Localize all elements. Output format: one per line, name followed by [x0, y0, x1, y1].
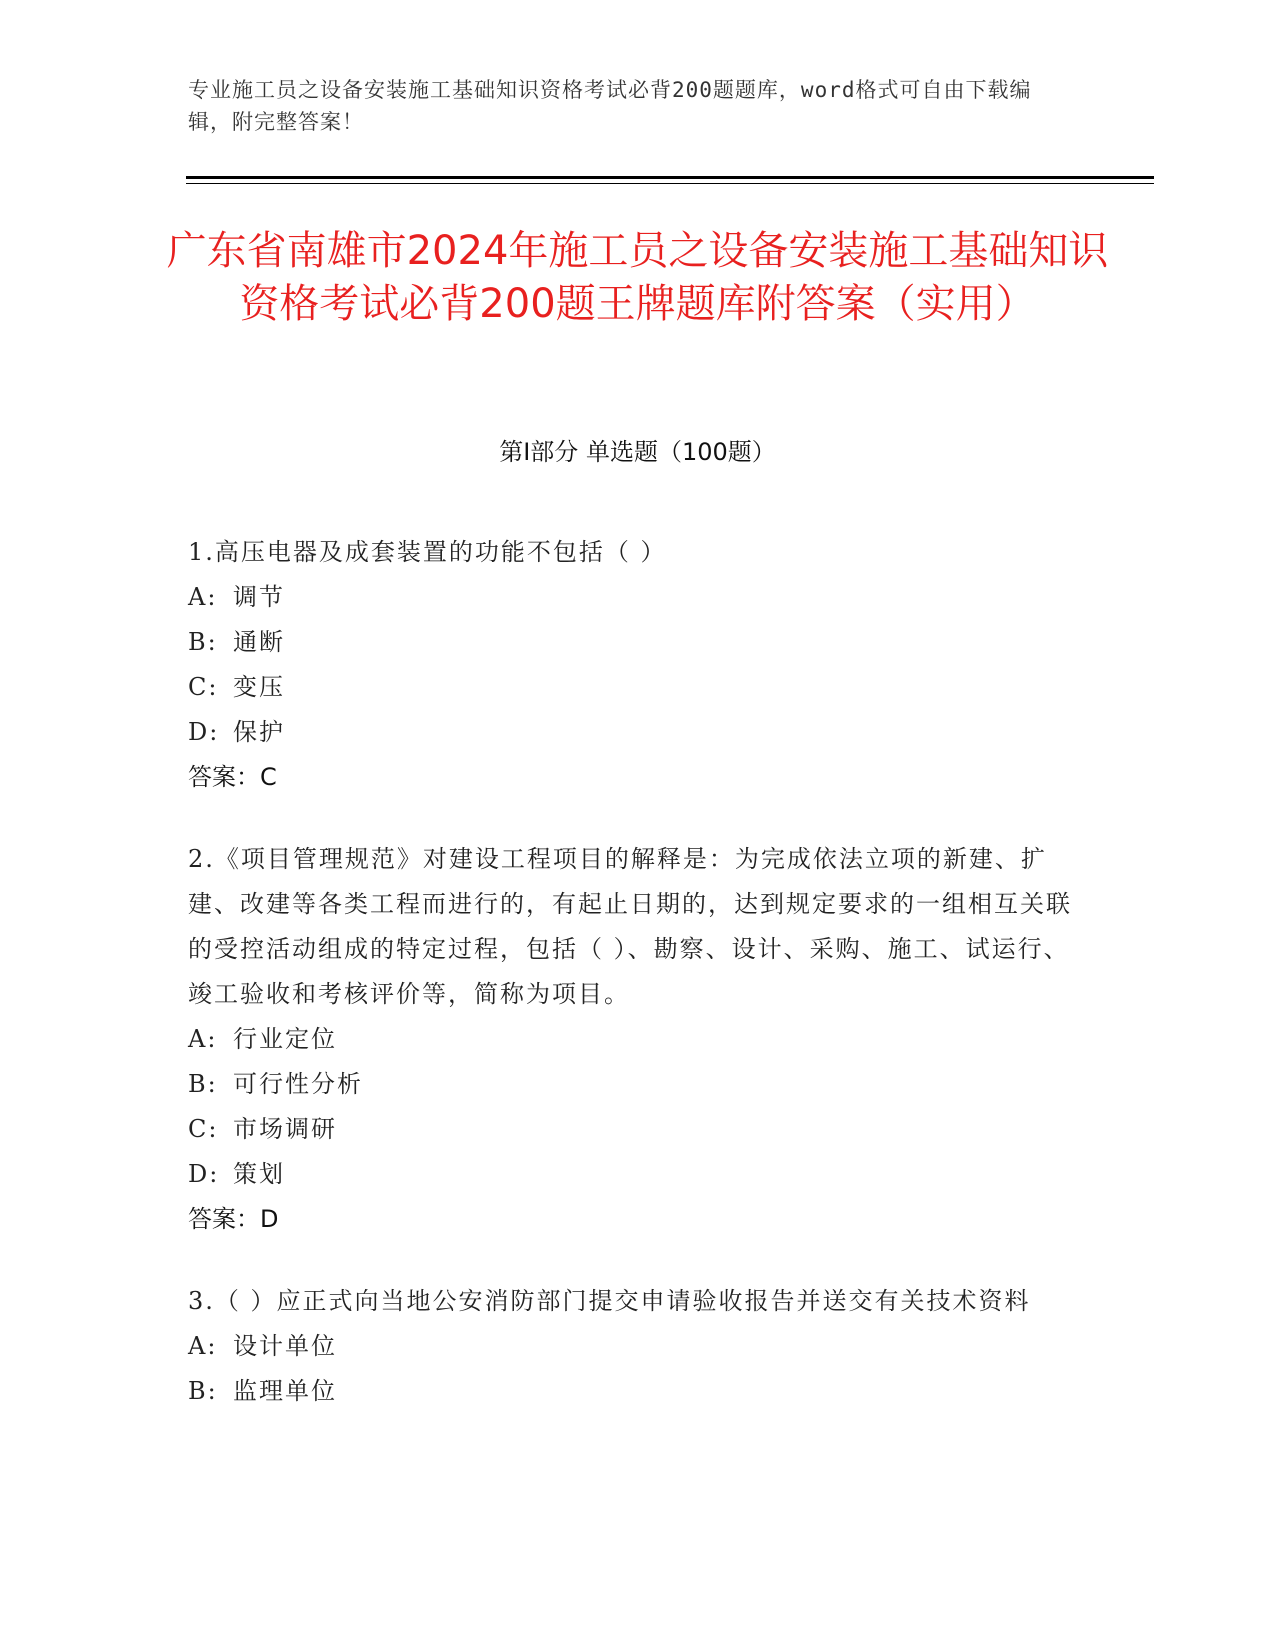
- option-text: 监理单位: [233, 1377, 337, 1405]
- option-text: 可行性分析: [233, 1070, 363, 1098]
- option-letter: A:: [188, 1025, 218, 1053]
- answer: 答案：C: [188, 763, 277, 791]
- option-c: [188, 665, 1088, 710]
- option-b: [188, 1062, 1088, 1107]
- question-1: [188, 530, 1088, 800]
- header-note: 专业施工员之设备安装施工基础知识资格考试必背200题题库，word格式可自由下载编辑，附完整答案！: [188, 78, 1032, 134]
- answer: 答案：D: [188, 1205, 279, 1233]
- question-text: 3.（ ）应正式向当地公安消防部门提交申请验收报告并送交有关技术资料: [188, 1287, 1031, 1315]
- option-text: 市场调研: [233, 1115, 337, 1143]
- section-title: 第Ⅰ部分 单选题（100题）: [499, 438, 776, 466]
- question-list: [188, 530, 1088, 1451]
- option-text: 设计单位: [233, 1332, 337, 1360]
- option-text: 保护: [233, 718, 285, 746]
- option-letter: D:: [188, 718, 220, 746]
- option-letter: A:: [188, 1332, 218, 1360]
- option-letter: C:: [188, 1115, 219, 1143]
- option-b: [188, 1369, 1088, 1414]
- question-3: [188, 1279, 1088, 1414]
- option-letter: B:: [188, 1377, 218, 1405]
- option-letter: A:: [188, 583, 218, 611]
- option-text: 调节: [233, 583, 285, 611]
- header-rule-thick: [186, 176, 1154, 179]
- option-b: [188, 620, 1088, 665]
- document-title: 广东省南雄市2024年施工员之设备安装施工基础知识资格考试必背200题王牌题库附答案（实用）: [166, 228, 1109, 327]
- option-d: [188, 710, 1088, 755]
- option-letter: D:: [188, 1160, 220, 1188]
- option-text: 策划: [233, 1160, 285, 1188]
- option-d: [188, 1152, 1088, 1197]
- option-text: 变压: [233, 673, 285, 701]
- option-a: [188, 1017, 1088, 1062]
- option-text: 行业定位: [233, 1025, 337, 1053]
- option-letter: B:: [188, 1070, 218, 1098]
- option-a: [188, 575, 1088, 620]
- question-text: 2.《项目管理规范》对建设工程项目的解释是：为完成依法立项的新建、扩建、改建等各类工程而进行的，有起止日期的，达到规定要求的一组相互关联的受控活动组成的特定过程，包括（ ）、勘察、设计、采购、施工、试运行、竣工验收和考核评价等，简称为项目。: [188, 845, 1072, 1008]
- option-text: 通断: [233, 628, 285, 656]
- option-a: [188, 1324, 1088, 1369]
- question-text: 1.高压电器及成套装置的功能不包括（ ）: [188, 538, 667, 566]
- option-letter: C:: [188, 673, 219, 701]
- question-2: [188, 837, 1088, 1242]
- option-letter: B:: [188, 628, 218, 656]
- header-rule-thin: [186, 183, 1154, 184]
- option-c: [188, 1107, 1088, 1152]
